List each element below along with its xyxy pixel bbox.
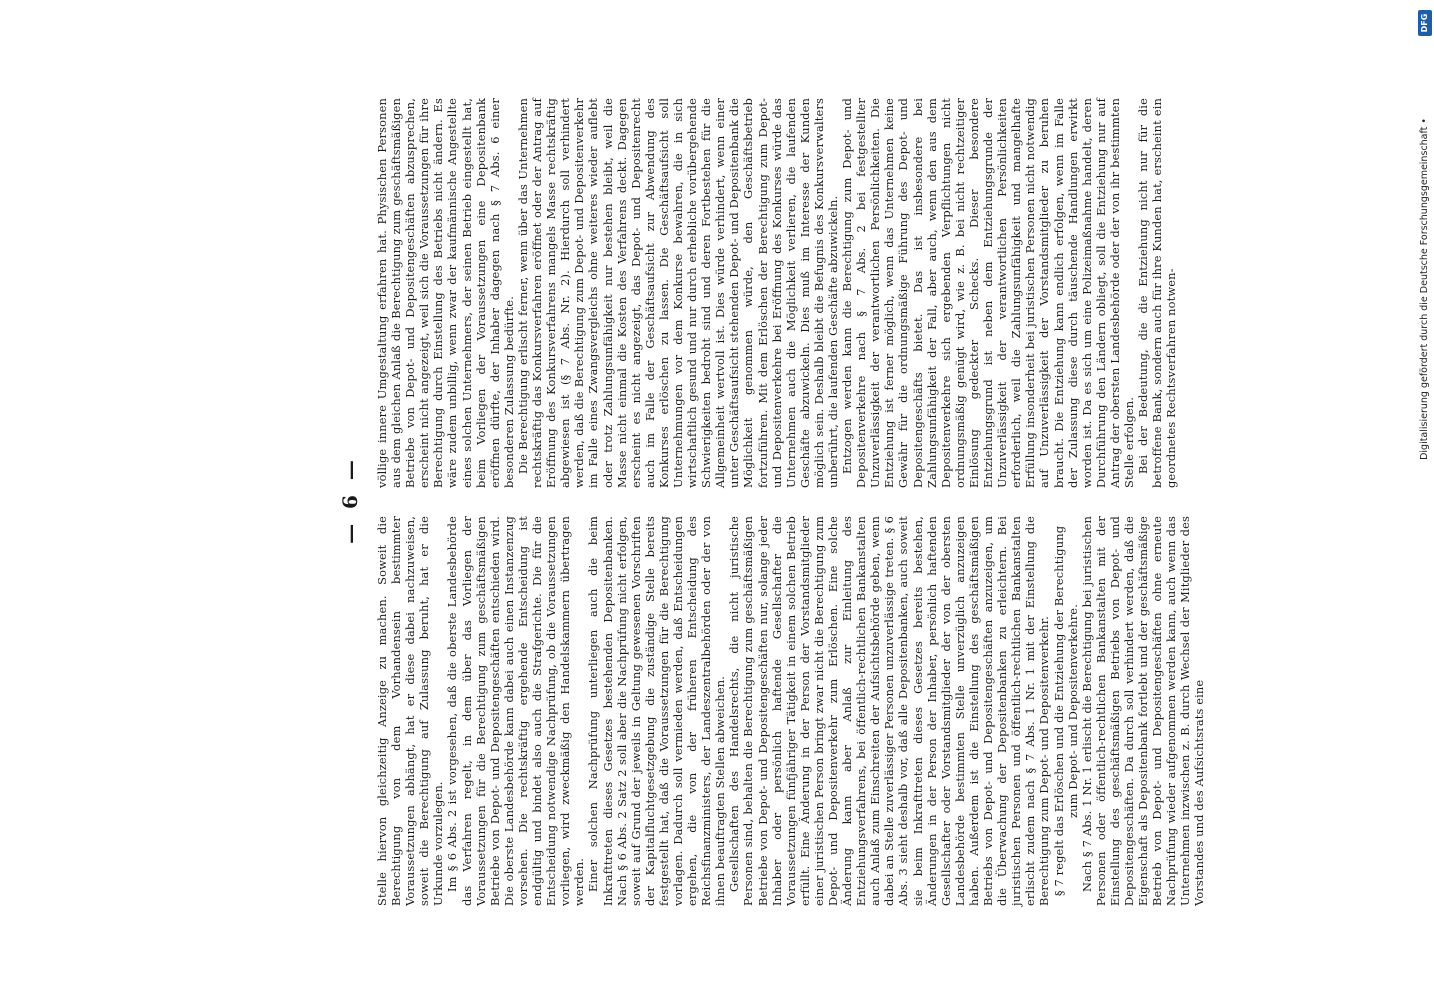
scanned-page	[335, 90, 1207, 910]
paragraph: Entzogen werden kann die Berechtigung zum Depot- und Depositenverkehre nach § 7 Abs. 2 bei festgestellter Unzuverlässigkeit der verantwortlichen Persönlichkeiten. Die Entziehung ist ferner möglich, wenn das Unternehmen keine Gewähr für die ordnungsmäßige Führung des Depot- und Depositengeschäfts bietet. Das ist insbesondere bei Zahlungsunfähigkeit der Fall, aber auch, wenn den aus dem Depositenverkehre sich ergebenden Verpflichtungen nicht ordnungsmäßig genügt wird, wie z. B. bei nicht rechtzeitiger Einlösung gedeckter Schecks. Dieser besondere Entziehungsgrund ist neben dem Entziehungsgrunde der Unzuverlässigkeit der verantwortlichen Persönlichkeiten erforderlich, weil die Zahlungsunfähigkeit und mangelhafte Erfüllung insonderheit bei juristischen Personen nicht notwendig auf Unzuverlässigkeit der Vorstandsmitglieder zu beruhen braucht. Die Entziehung kann endlich erfolgen, wenn im Falle der Zulassung diese durch täuschende Handlungen erwirkt worden ist. Da es sich um eine Polizeimaßnahme handelt, deren Durchführung den Ländern obliegt, soll die Entziehung nur auf Antrag der obersten Landesbehörde oder der von ihr bestimmten Stelle erfolgen.	[840, 98, 1136, 488]
dfg-logo-text: DFG	[1420, 13, 1429, 33]
paragraph: völlige innere Umgestaltung erfahren hat. Physischen Personen aus dem gleichen Anlaß die Berechtigung zum geschäftsmäßigen Betriebe von Depot- und Depositengeschäften abzusprechen, erscheint nicht angezeigt, weil sich die Voraussetzungen für ihre Berechtigung durch Einstellung des Betriebs nicht ändern. Es wäre zudem unbillig, wenn zwar der kaufmännische Angestellte eines solchen Unternehmers, der seinen Betrieb eingestellt hat, beim Vorliegen der Voraussetzungen eine Depositenbank eröffnen dürfte, der Inhaber dagegen nach § 7 Abs. 6 einer besonderen Zulassung bedürfte.	[375, 98, 516, 488]
paragraph: Im § 6 Abs. 2 ist vorgesehen, daß die oberste Landesbehörde das Verfahren regelt, in dem über das Vorliegen der Voraussetzungen für die Berechtigung zum geschäftsmäßigen Betriebe von Depot- und Depositengeschäften entschieden wird. Die oberste Landesbehörde kann dabei auch einen Instanzenzug vorsehen. Die rechtskräftig ergehende Entscheidung ist endgültig und bindet also auch die Strafgerichte. Die für die Entscheidung notwendige Nachprüfung, ob die Voraussetzungen vorliegen, wird zweckmäßig den Handelskammern übertragen werden.	[445, 516, 587, 906]
paragraph: Bei der Bedeutung, die die Entziehung nicht nur für die betroffene Bank, sondern auch für ihre Kunden hat, erscheint ein geordnetes Rechtsverfahren notwen-	[1136, 98, 1179, 488]
dfg-logo	[1418, 10, 1432, 36]
credit-text: Digitalisierung gefördert durch die Deutsche Forschungsgemeinschaft •	[1419, 118, 1430, 460]
digitization-credit	[1418, 8, 1432, 992]
paragraph: Gesellschaften des Handelsrechts, die nicht juristische Personen sind, behalten die Berechtigung zum geschäftsmäßigen Betriebe von Depot- und Depositengeschäften nur, solange jeder Inhaber oder persönlich haftende Gesellschafter die Voraussetzungen fünfjähriger Tätigkeit in einem solchen Betrieb erfüllt. Eine Änderung in der Person der Vorstandsmitglieder einer juristischen Person bringt zwar nicht die Berechtigung zum Depot- und Depositenverkehr zum Erlöschen. Eine solche Änderung kann aber Anlaß zur Einleitung des Entziehungsverfahrens, bei öffentlich-rechtlichen Bankanstalten auch Anlaß zum Einschreiten der Aufsichtsbehörde geben, wenn dabei an Stelle zuverlässiger Personen unzuverlässige treten. § 6 Abs. 3 sieht deshalb vor, daß alle Depositenbanken, auch soweit sie beim Inkrafttreten dieses Gesetzes bereits bestehen, Änderungen in der Person der Inhaber, persönlich haftenden Gesellschafter oder Vorstandsmitglieder der von der obersten Landesbehörde bestimmten Stelle unverzüglich anzuzeigen haben. Außerdem ist die Einstellung des geschäftsmäßigen Betriebs von Depot- und Depositengeschäften anzuzeigen, um die Überwachung der Depositenbanken zu erleichtern. Bei juristischen Personen und öffentlich-rechtlichen Bankanstalten erlischt zudem nach § 7 Abs. 1 Nr. 1 mit der Einstellung die Berechtigung zum Depot- und Depositenverkehr.	[727, 516, 1052, 906]
paragraph: Stelle hiervon gleichzeitig Anzeige zu machen. Soweit die Berechtigung von dem Vorhandensein bestimmter Voraussetzungen abhängt, hat er diese dabei nachzuweisen, soweit die Berechtigung auf Zulassung beruht, hat er die Urkunde vorzulegen.	[375, 516, 446, 906]
paragraph: Die Berechtigung erlischt ferner, wenn über das Unternehmen rechtskräftig das Konkursverfahren eröffnet oder der Antrag auf Eröffnung des Konkursverfahrens mangels Masse rechtskräftig abgewiesen ist (§ 7 Abs. Nr. 2). Hierdurch soll verhindert werden, daß die Berechtigung zum Depot- und Depositenverkehr im Falle eines Zwangsvergleichs ohne weiteres wieder auflebt oder trotz Zahlungsunfähigkeit nur bestehen bleibt, weil die Masse nicht einmal die Kosten des Verfahrens deckt. Dagegen erscheint es nicht angezeigt, das Depot- und Depositenrecht auch im Falle der Geschäftsaufsicht zur Abwendung des Konkurses erlöschen zu lassen. Die Geschäftsaufsicht soll Unternehmungen vor dem Konkurse bewahren, die in sich wirtschaftlich gesund und nur durch erhebliche vorübergehende Schwierigkeiten bedroht sind und deren Fortbestehen für die Allgemeinheit wertvoll ist. Dies würde verhindert, wenn einer unter Geschäftsaufsicht stehenden Depot- und Depositenbank die Möglichkeit genommen würde, den Geschäftsbetrieb fortzuführen. Mit dem Erlöschen der Berechtigung zum Depot- und Depositenverkehre bei Eröffnung des Konkurses würde das Unternehmen auch die Möglichkeit verlieren, die laufenden Geschäfte abzuwickeln. Dies muß im Interesse der Kunden möglich sein. Deshalb bleibt die Befugnis des Konkursverwalters unberührt, die laufenden Geschäfte abzuwickeln.	[515, 98, 840, 488]
section-heading: § 7 regelt das Erlöschen und die Entziehung der Berechtigung zum Depot- und Depositenverkehre.	[1051, 525, 1080, 897]
paragraph: Nach § 7 Abs. 1 Nr. 1 erlischt die Berechtigung bei juristischen Personen oder öffentlich-rechtlichen Bankanstalten mit der Einstellung des geschäftsmäßigen Betriebs von Depot- und Depositengeschäften. Da durch soll verhindert werden, daß die Eigenschaft als Depositenbank fortlebt und der geschäftsmäßige Betrieb von Depot- und Depositengeschäften ohne erneute Nachprüfung wieder aufgenommen werden kann, auch wenn das Unternehmen inzwischen z. B. durch Wechsel der Mitglieder des Vorstandes und des Aufsichtsrats eine	[1079, 516, 1207, 906]
paragraph: Einer solchen Nachprüfung unterliegen auch die beim Inkrafttreten dieses Gesetzes bestehenden Depositenbanken. Nach § 6 Abs. 2 Satz 2 soll aber die Nachprüfung nicht erfolgen, soweit auf Grund der jeweils in Geltung gewesenen Vorschriften der Kapitalfluchtgesetzgebung die zuständige Stelle bereits festgestellt hat, daß die Voraussetzungen für die Berechtigung vorlagen. Dadurch soll vermieden werden, daß Entscheidungen ergehen, die von der früheren Entscheidung des Reichsfinanzministers, der Landeszentralbehörden oder der von ihnen beauftragten Stellen abweichen.	[586, 516, 728, 906]
text-column-right	[375, 98, 1179, 488]
text-column-left	[375, 516, 1207, 906]
page-number: — 6 —	[338, 456, 362, 544]
